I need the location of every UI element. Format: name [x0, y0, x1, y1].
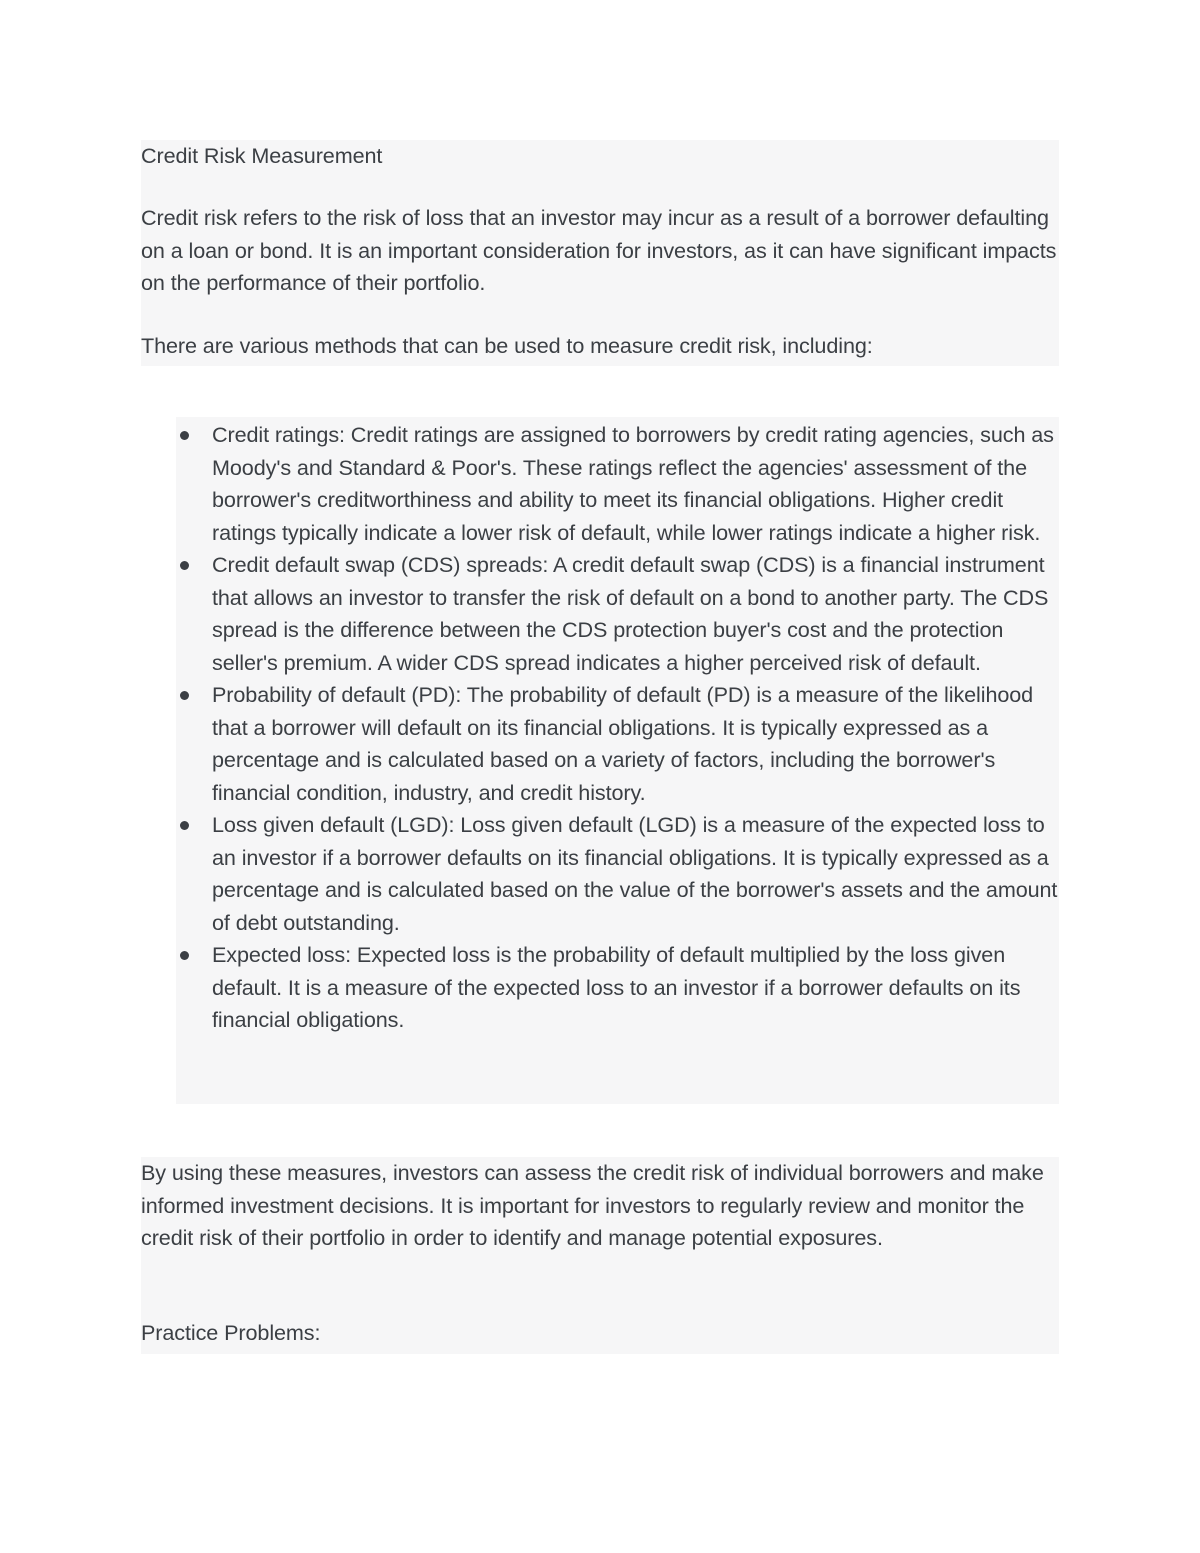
list-item-text: Credit default swap (CDS) spreads: A credit default swap (CDS) is a financial instrument that allows an investor to transfer the risk of default on a bond to another party. The CDS spread is the difference between the CDS protection buyer's cost and the protection seller's premium. A wider CDS spread indicates a higher perceived risk of default. [212, 552, 1049, 675]
bullet-icon [180, 821, 189, 830]
document-title: Credit Risk Measurement [141, 143, 383, 168]
bullet-icon [180, 431, 189, 440]
intro-paragraph: Credit risk refers to the risk of loss that an investor may incur as a result of a borrower defaulting on a loan or bond. It is an important consideration for investors, as it can have significant impacts on the performance of their portfolio. [141, 205, 1057, 295]
list-item-text: Expected loss: Expected loss is the probability of default multiplied by the loss given default. It is a measure of the expected loss to an investor if a borrower defaults on its financial obligations. [212, 942, 1021, 1032]
list-item [176, 549, 1060, 679]
methods-list [176, 419, 1060, 1037]
list-item-text: Probability of default (PD): The probability of default (PD) is a measure of the likelihood that a borrower will default on its financial obligations. It is typically expressed as a percentage and is calculated based on a variety of factors, including the borrower's financial condition, industry, and credit history. [212, 682, 1034, 805]
bullet-icon [180, 951, 189, 960]
bullet-icon [180, 691, 189, 700]
list-item [176, 939, 1060, 1037]
list-item-text: Credit ratings: Credit ratings are assigned to borrowers by credit rating agencies, such as Moody's and Standard & Poor's. These ratings reflect the agencies' assessment of the borrower's creditworthiness and ability to meet its financial obligations. Higher credit ratings typically indicate a lower risk of default, while lower ratings indicate a higher risk. [212, 422, 1054, 545]
practice-problems-heading: Practice Problems: [141, 1320, 321, 1345]
list-item [176, 679, 1060, 809]
list-item-text: Loss given default (LGD): Loss given default (LGD) is a measure of the expected loss to an investor if a borrower defaults on its financial obligations. It is typically expressed as a percentage and is calculated based on the value of the borrower's assets and the amount of debt outstanding. [212, 812, 1058, 935]
list-item [176, 419, 1060, 549]
methods-lead-paragraph: There are various methods that can be used to measure credit risk, including: [141, 333, 873, 358]
list-item [176, 809, 1060, 939]
bullet-icon [180, 561, 189, 570]
closing-paragraph: By using these measures, investors can assess the credit risk of individual borrowers and make informed investment decisions. It is important for investors to regularly review and monitor the credit risk of their portfolio in order to identify and manage potential exposures. [141, 1160, 1044, 1250]
